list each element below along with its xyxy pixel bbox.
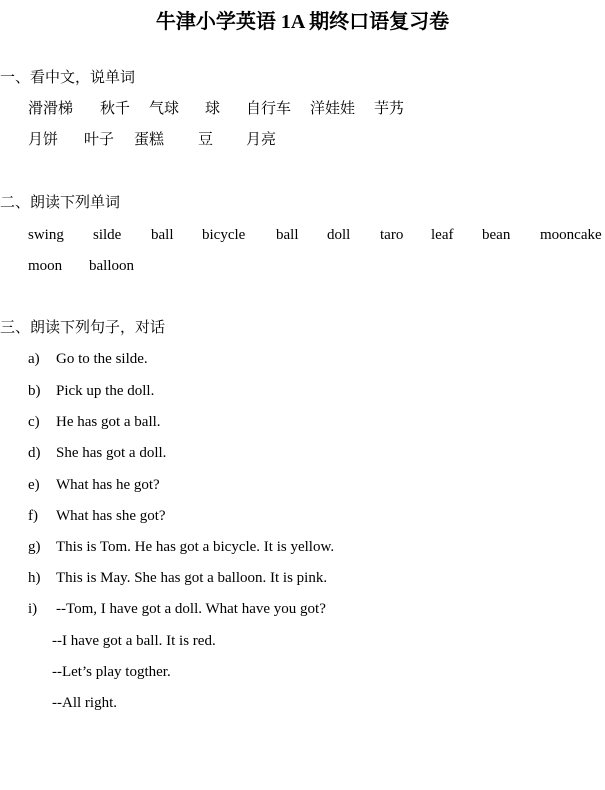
section1-word: 月饼 [28,132,59,148]
sentence-text: What has he got? [56,477,160,493]
section2-heading: 二、朗读下列单词 [0,195,121,211]
sentence-text: He has got a ball. [56,414,161,430]
list-marker: h) [28,570,41,586]
section1-word: 秋千 [100,101,131,117]
sentence-text: She has got a doll. [56,445,167,461]
section1-word: 芋艿 [374,101,405,117]
section3-heading: 三、朗读下列句子，对话 [0,320,166,336]
sentence-text: --Tom, I have got a doll. What have you got? [56,601,326,617]
list-item [0,568,605,588]
section2-word-row-2 [0,256,605,276]
list-marker: c) [28,414,40,430]
list-item [0,599,605,619]
list-item [0,506,605,526]
section1-heading: 一、看中文，说单词 [0,70,136,86]
section1-word-row-2 [0,130,605,150]
dialog-line: --I have got a ball. It is red. [52,633,216,649]
list-marker: d) [28,445,41,461]
section1-word: 球 [205,101,221,117]
section2-word: ball [151,227,174,243]
list-marker: b) [28,383,41,399]
section1-word-row-1 [0,99,605,119]
list-marker: a) [28,351,40,367]
dialog-line: --Let’s play togther. [52,664,171,680]
section1-word: 叶子 [84,132,115,148]
section2-word: doll [327,227,351,243]
dialog-line: --All right. [52,695,117,711]
section2-word: silde [93,227,122,243]
section2-word: moon [28,258,63,274]
section2-word: taro [380,227,404,243]
sentence-text: This is Tom. He has got a bicycle. It is yellow. [56,539,335,555]
section2-word: swing [28,227,64,243]
page-title: 牛津小学英语 1A 期终口语复习卷 [155,11,450,33]
list-marker: g) [28,539,41,555]
section2-word: leaf [431,227,454,243]
sentence-text: This is May. She has got a balloon. It is pink. [56,570,328,586]
list-item [0,443,605,463]
section1-word: 月亮 [246,132,277,148]
sentence-text: Pick up the doll. [56,383,155,399]
section1-word: 豆 [198,132,214,148]
section2-word: balloon [89,258,134,274]
section1-word: 自行车 [246,101,292,117]
list-item [0,381,605,401]
list-marker: f) [28,508,38,524]
section2-word: bicycle [202,227,246,243]
sentence-text: What has she got? [56,508,166,524]
list-item [0,537,605,557]
section2-word: ball [276,227,299,243]
section2-word: mooncake [540,227,602,243]
list-item [0,412,605,432]
section2-word: bean [482,227,511,243]
list-marker: e) [28,477,40,493]
list-marker: i) [28,601,38,617]
section1-word: 滑滑梯 [28,101,74,117]
list-item [0,349,605,369]
list-item [0,475,605,495]
section1-word: 蛋糕 [134,132,165,148]
section1-word: 气球 [149,101,180,117]
section2-word-row-1 [0,225,605,245]
section1-word: 洋娃娃 [310,101,356,117]
sentence-text: Go to the silde. [56,351,148,367]
